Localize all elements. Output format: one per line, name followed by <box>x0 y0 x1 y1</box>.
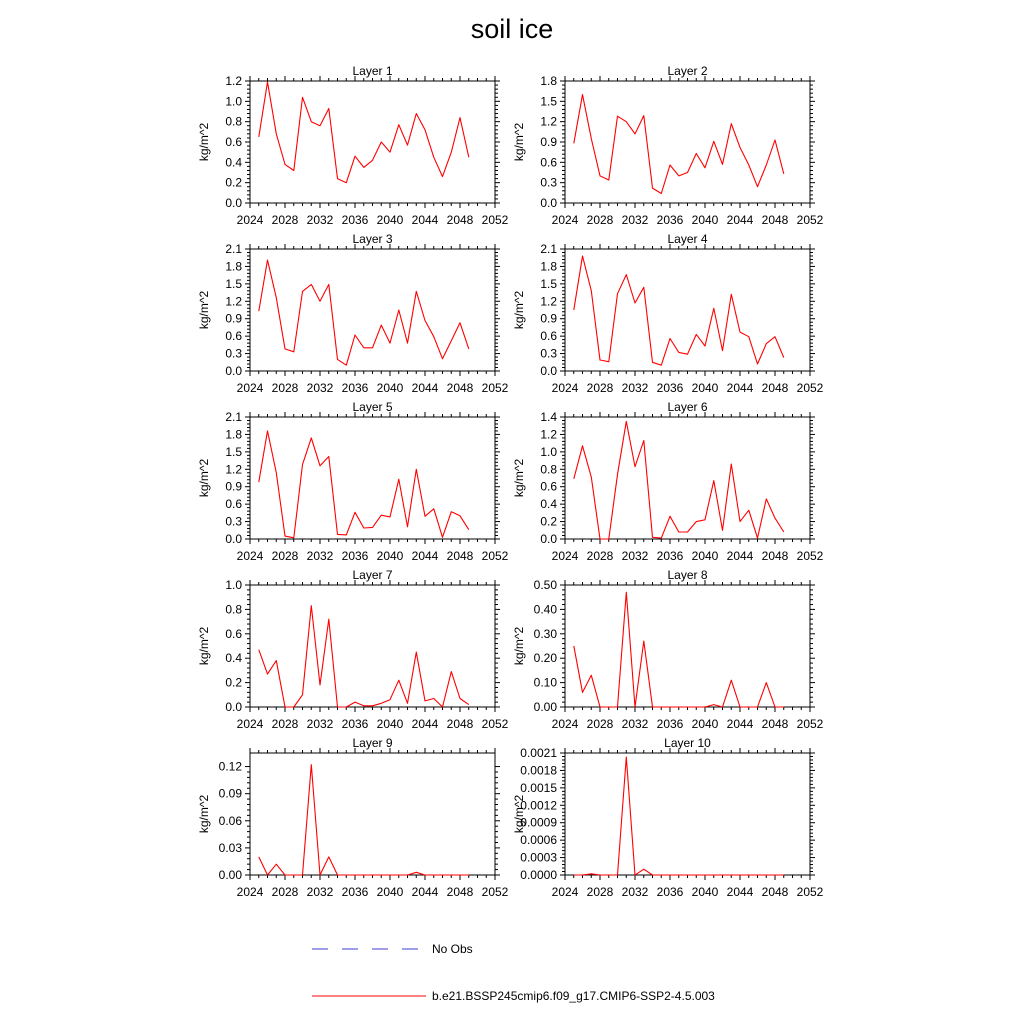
x-tick-label: 2052 <box>481 549 509 563</box>
y-tick-label: 2.1 <box>225 410 242 424</box>
y-tick-label: 1.8 <box>225 259 242 274</box>
y-tick-label: 1.2 <box>225 294 242 309</box>
y-tick-label: 0.3 <box>225 514 242 529</box>
x-tick-label: 2048 <box>761 381 789 395</box>
panel-title: Layer 5 <box>352 400 393 414</box>
y-tick-label: 0.2 <box>225 175 242 190</box>
panel-title: Layer 4 <box>667 232 708 246</box>
y-tick-label: 0.0003 <box>520 850 557 865</box>
x-tick-label: 2048 <box>761 549 789 563</box>
panel-title: Layer 1 <box>352 64 393 78</box>
x-tick-label: 2024 <box>551 549 579 563</box>
y-axis-label: kg/m^2 <box>512 290 526 330</box>
panel-title: Layer 8 <box>667 568 708 582</box>
y-tick-label: 0.2 <box>540 514 557 529</box>
y-tick-label: 0.9 <box>225 479 242 494</box>
x-tick-label: 2024 <box>236 717 264 731</box>
x-tick-label: 2036 <box>341 549 369 563</box>
x-tick-label: 2040 <box>376 885 404 899</box>
y-axis-label: kg/m^2 <box>512 122 526 162</box>
y-tick-label: 1.0 <box>225 578 242 592</box>
y-tick-label: 2.1 <box>540 242 557 256</box>
y-tick-label: 0.12 <box>218 759 242 774</box>
x-tick-label: 2028 <box>586 885 614 899</box>
y-tick-label: 0.9 <box>225 311 242 326</box>
x-tick-label: 2036 <box>656 381 684 395</box>
y-tick-label: 0.40 <box>533 602 557 617</box>
y-tick-label: 0.2 <box>225 675 242 690</box>
y-tick-label: 1.2 <box>540 427 557 442</box>
legend-item-model <box>312 989 715 1003</box>
x-tick-label: 2048 <box>446 549 474 563</box>
x-tick-label: 2024 <box>551 213 579 227</box>
x-tick-label: 2024 <box>236 381 264 395</box>
y-axis-label: kg/m^2 <box>512 794 526 834</box>
x-tick-label: 2024 <box>236 213 264 227</box>
panel-title: Layer 3 <box>352 232 393 246</box>
y-tick-label: 0.4 <box>225 651 242 666</box>
x-tick-label: 2044 <box>726 381 754 395</box>
x-tick-label: 2032 <box>306 885 334 899</box>
y-tick-label: 0.6 <box>225 626 242 641</box>
x-tick-label: 2028 <box>586 213 614 227</box>
y-axis-label: kg/m^2 <box>197 794 211 834</box>
y-tick-label: 0.3 <box>540 175 557 190</box>
y-tick-label: 0.03 <box>218 840 242 855</box>
y-tick-label: 0.0021 <box>520 746 557 760</box>
x-tick-label: 2052 <box>796 213 824 227</box>
y-tick-label: 1.5 <box>540 276 557 291</box>
x-tick-label: 2024 <box>236 885 264 899</box>
y-tick-label: 0.0015 <box>520 780 557 795</box>
x-tick-label: 2024 <box>551 717 579 731</box>
y-tick-label: 0.9 <box>540 135 557 149</box>
x-tick-label: 2032 <box>306 381 334 395</box>
x-tick-label: 2028 <box>271 381 299 395</box>
y-tick-label: 0.10 <box>533 675 557 690</box>
legend-label-model: b.e21.BSSP245cmip6.f09_g17.CMIP6-SSP2-4.5.003 <box>432 989 715 1003</box>
y-tick-label: 0.0 <box>225 364 242 378</box>
x-tick-label: 2028 <box>586 717 614 731</box>
y-tick-label: 0.0 <box>540 532 557 546</box>
x-tick-label: 2048 <box>446 717 474 731</box>
legend-label-obs: No Obs <box>432 942 473 956</box>
y-tick-label: 1.8 <box>540 74 557 88</box>
x-tick-label: 2040 <box>376 381 404 395</box>
x-tick-label: 2040 <box>376 717 404 731</box>
y-tick-label: 1.2 <box>540 114 557 129</box>
x-tick-label: 2032 <box>621 549 649 563</box>
y-tick-label: 0.6 <box>225 135 242 149</box>
x-tick-label: 2032 <box>306 213 334 227</box>
x-tick-label: 2044 <box>411 381 439 395</box>
y-tick-label: 1.5 <box>225 444 242 459</box>
x-tick-label: 2044 <box>726 717 754 731</box>
y-tick-label: 0.20 <box>533 651 557 666</box>
x-tick-label: 2048 <box>761 213 789 227</box>
x-tick-label: 2032 <box>306 717 334 731</box>
x-tick-label: 2024 <box>551 885 579 899</box>
x-tick-label: 2040 <box>376 549 404 563</box>
y-axis-label: kg/m^2 <box>512 458 526 498</box>
figure-title: soil ice <box>470 14 554 44</box>
x-tick-label: 2052 <box>481 213 509 227</box>
x-tick-label: 2040 <box>691 549 719 563</box>
panel-title: Layer 9 <box>352 736 393 750</box>
x-tick-label: 2024 <box>236 549 264 563</box>
y-tick-label: 0.0 <box>540 196 557 210</box>
y-tick-label: 0.00 <box>533 700 557 714</box>
y-tick-label: 0.06 <box>218 813 242 828</box>
y-tick-label: 1.8 <box>225 427 242 442</box>
y-tick-label: 1.2 <box>225 74 242 88</box>
x-tick-label: 2044 <box>726 213 754 227</box>
x-tick-label: 2052 <box>796 381 824 395</box>
y-tick-label: 1.0 <box>225 94 242 109</box>
y-tick-label: 1.5 <box>540 94 557 109</box>
x-tick-label: 2032 <box>621 885 649 899</box>
x-tick-label: 2048 <box>761 717 789 731</box>
x-tick-label: 2044 <box>411 549 439 563</box>
x-tick-label: 2044 <box>726 885 754 899</box>
panel-title: Layer 10 <box>664 736 711 750</box>
x-tick-label: 2036 <box>656 213 684 227</box>
y-tick-label: 0.0006 <box>520 833 557 848</box>
x-tick-label: 2040 <box>691 885 719 899</box>
y-tick-label: 0.3 <box>540 346 557 361</box>
y-tick-label: 0.09 <box>218 786 242 801</box>
y-tick-label: 1.0 <box>540 444 557 459</box>
y-axis-label: kg/m^2 <box>512 626 526 666</box>
x-tick-label: 2032 <box>621 213 649 227</box>
x-tick-label: 2044 <box>411 213 439 227</box>
y-tick-label: 0.30 <box>533 626 557 641</box>
y-tick-label: 0.6 <box>225 497 242 512</box>
y-tick-label: 0.00 <box>218 868 242 882</box>
panel-title: Layer 2 <box>667 64 708 78</box>
y-axis-label: kg/m^2 <box>197 626 211 666</box>
x-tick-label: 2048 <box>446 885 474 899</box>
y-tick-label: 0.8 <box>225 602 242 617</box>
y-tick-label: 1.8 <box>540 259 557 274</box>
y-tick-label: 2.1 <box>225 242 242 256</box>
x-tick-label: 2028 <box>271 717 299 731</box>
y-tick-label: 0.6 <box>540 479 557 494</box>
x-tick-label: 2036 <box>341 381 369 395</box>
y-axis-label: kg/m^2 <box>197 458 211 498</box>
x-tick-label: 2044 <box>726 549 754 563</box>
y-tick-label: 1.4 <box>540 410 557 424</box>
x-tick-label: 2044 <box>411 885 439 899</box>
x-tick-label: 2036 <box>656 717 684 731</box>
y-tick-label: 0.50 <box>533 578 557 592</box>
panel-title: Layer 7 <box>352 568 393 582</box>
x-tick-label: 2024 <box>551 381 579 395</box>
x-tick-label: 2052 <box>481 717 509 731</box>
y-tick-label: 0.8 <box>225 114 242 129</box>
x-tick-label: 2036 <box>341 885 369 899</box>
y-tick-label: 1.2 <box>540 294 557 309</box>
x-tick-label: 2028 <box>271 213 299 227</box>
y-tick-label: 0.0012 <box>520 798 557 813</box>
y-tick-label: 0.3 <box>225 346 242 361</box>
x-tick-label: 2052 <box>796 885 824 899</box>
x-tick-label: 2044 <box>411 717 439 731</box>
y-tick-label: 0.0018 <box>520 763 557 778</box>
y-tick-label: 0.0 <box>225 532 242 546</box>
y-tick-label: 1.2 <box>225 462 242 477</box>
x-tick-label: 2048 <box>761 885 789 899</box>
x-tick-label: 2032 <box>621 381 649 395</box>
x-tick-label: 2036 <box>656 549 684 563</box>
x-tick-label: 2048 <box>446 213 474 227</box>
x-tick-label: 2028 <box>586 381 614 395</box>
y-tick-label: 1.5 <box>225 276 242 291</box>
y-axis-label: kg/m^2 <box>197 290 211 330</box>
x-tick-label: 2032 <box>621 717 649 731</box>
y-tick-label: 0.0 <box>225 196 242 210</box>
x-tick-label: 2032 <box>306 549 334 563</box>
y-tick-label: 0.4 <box>540 497 557 512</box>
y-tick-label: 0.6 <box>540 329 557 344</box>
x-tick-label: 2036 <box>341 717 369 731</box>
x-tick-label: 2052 <box>481 381 509 395</box>
y-tick-label: 0.4 <box>225 155 242 170</box>
panel-title: Layer 6 <box>667 400 708 414</box>
x-tick-label: 2040 <box>691 717 719 731</box>
y-tick-label: 0.9 <box>540 311 557 326</box>
x-tick-label: 2028 <box>586 549 614 563</box>
x-tick-label: 2040 <box>691 213 719 227</box>
y-tick-label: 0.0 <box>540 364 557 378</box>
x-tick-label: 2028 <box>271 549 299 563</box>
y-axis-label: kg/m^2 <box>197 122 211 162</box>
x-tick-label: 2036 <box>656 885 684 899</box>
y-tick-label: 0.0009 <box>520 815 557 830</box>
x-tick-label: 2028 <box>271 885 299 899</box>
y-tick-label: 0.6 <box>225 329 242 344</box>
x-tick-label: 2052 <box>796 549 824 563</box>
legend-item-obs <box>312 942 473 956</box>
x-tick-label: 2040 <box>691 381 719 395</box>
x-tick-label: 2052 <box>796 717 824 731</box>
y-tick-label: 0.6 <box>540 155 557 170</box>
x-tick-label: 2040 <box>376 213 404 227</box>
y-tick-label: 0.8 <box>540 462 557 477</box>
x-tick-label: 2052 <box>481 885 509 899</box>
x-tick-label: 2048 <box>446 381 474 395</box>
x-tick-label: 2036 <box>341 213 369 227</box>
y-tick-label: 0.0 <box>225 700 242 714</box>
y-tick-label: 0.0000 <box>520 868 557 882</box>
